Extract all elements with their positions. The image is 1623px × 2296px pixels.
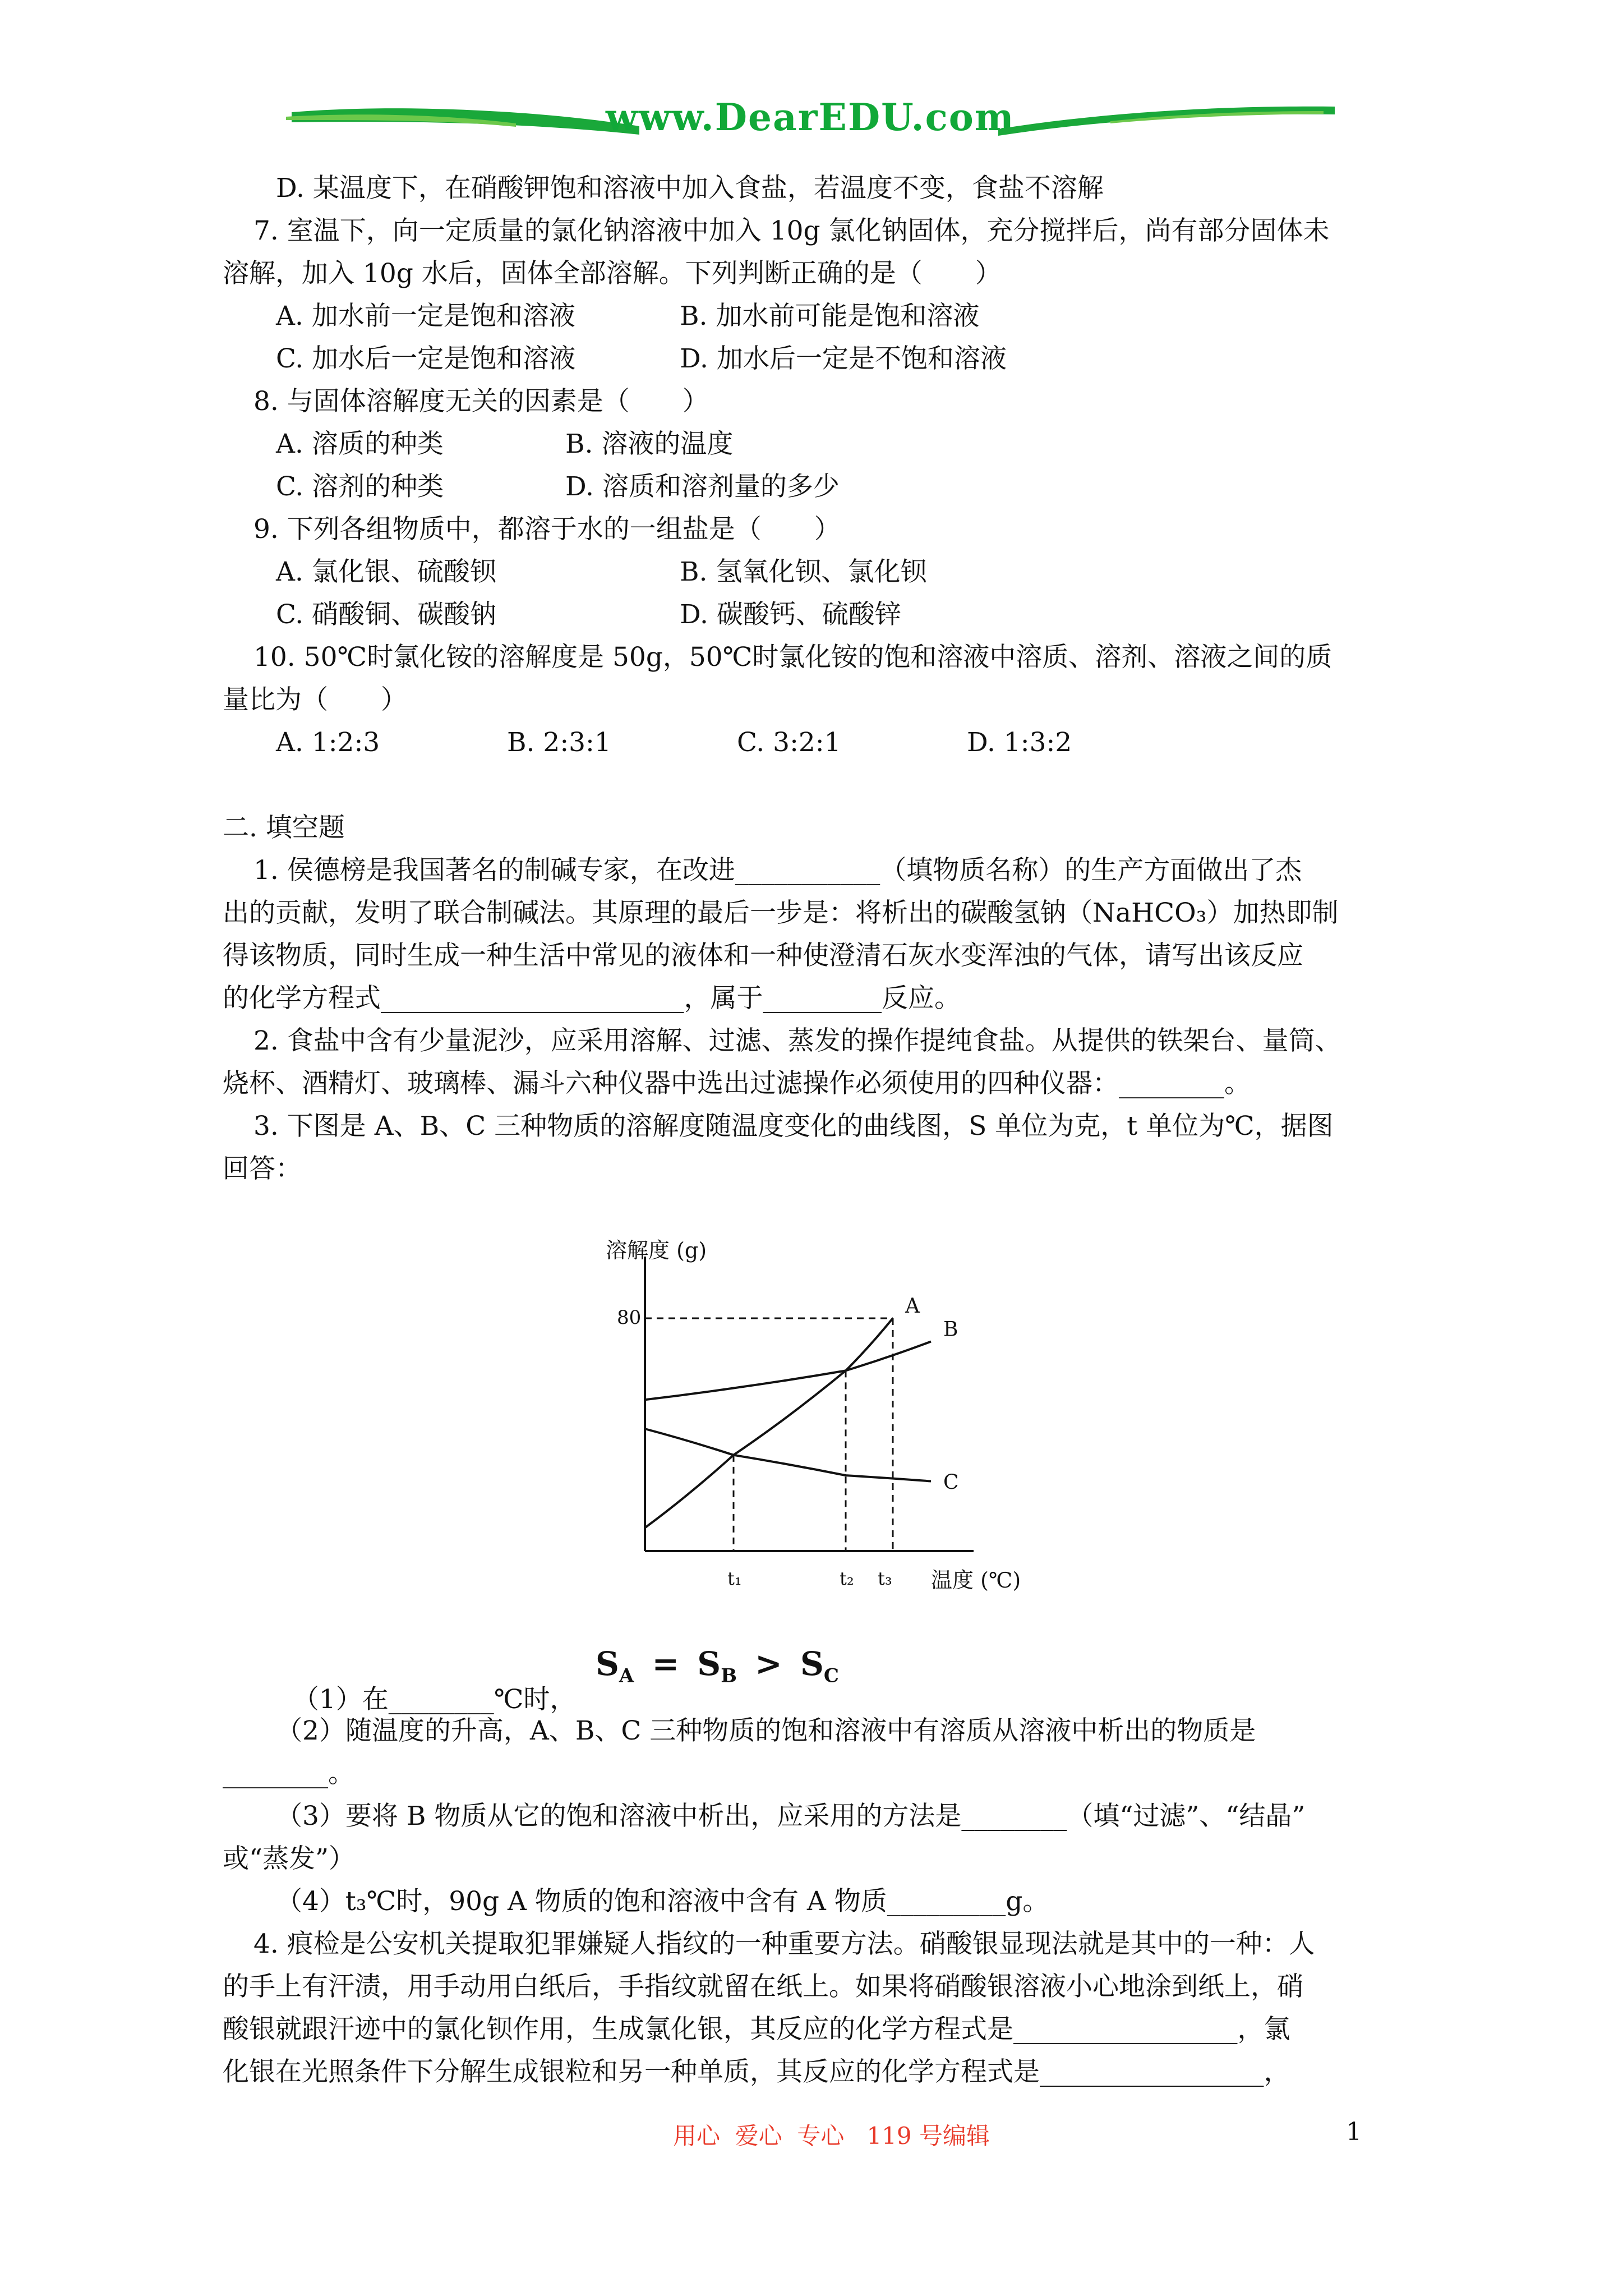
s3-line-1: （3）要将 B 物质从它的饱和溶液中析出，应采用的方法是________（填“过滤”、“结晶” (276, 1801, 1306, 1832)
chart-series-a (645, 1318, 893, 1528)
s3-line-2: 或“蒸发”） (223, 1843, 356, 1874)
chart-ylabel: 溶解度 (g) (606, 1238, 707, 1263)
section-2-heading: 二. 填空题 (223, 812, 345, 843)
q7-option-b: B. 加水前可能是饱和溶液 (680, 301, 980, 332)
q10-stem-2: 量比为（ ） (223, 684, 407, 715)
formula-s-a: $S_A$ (596, 1645, 634, 1687)
formula-s-b: $S_B$ (697, 1645, 737, 1687)
chart-xtick-t2: t₂ (840, 1568, 854, 1589)
formula-gt: > (755, 1645, 782, 1683)
s2-line-1: （2）随温度的升高，A、B、C 三种物质的饱和溶液中有溶质从溶液中析出的物质是 (276, 1715, 1256, 1746)
formula-s-c: $S_C$ (800, 1645, 839, 1687)
chart-series-c (645, 1429, 931, 1481)
q8-option-a: A. 溶质的种类 (276, 429, 444, 459)
page-number: 1 (1346, 2118, 1362, 2146)
f2-line-2: 烧杯、酒精灯、玻璃棒、漏斗六种仪器中选出过滤操作必须使用的四种仪器：________。 (223, 1068, 1251, 1099)
f1-line-4: 的化学方程式_______________________，属于_________反应。 (223, 983, 961, 1014)
chart-xlabel: 温度 (℃) (931, 1568, 1021, 1593)
f4-line-1: 4. 痕检是公安机关提取犯罪嫌疑人指纹的一种重要方法。硝酸银显现法就是其中的一种：人 (253, 1929, 1315, 1959)
q9-option-b: B. 氢氧化钡、氯化钡 (680, 556, 927, 587)
solubility-formula (596, 1645, 839, 1687)
q7-option-a: A. 加水前一定是饱和溶液 (276, 301, 575, 332)
q10-option-d: D. 1:3:2 (967, 727, 1072, 758)
site-logo-text: www.DearEDU.com (606, 95, 1015, 139)
chart-series-label-a: A (905, 1295, 920, 1318)
banner-swoosh-right (998, 95, 1346, 146)
chart-series-label-b: B (943, 1318, 958, 1341)
f1-line-1: 1. 侯德榜是我国著名的制碱专家，在改进___________（填物质名称）的生产方面做出了杰 (253, 855, 1302, 886)
f1-line-2: 出的贡献，发明了联合制碱法。其原理的最后一步是：将析出的碳酸氢钠（NaHCO₃）加热即制 (223, 898, 1339, 928)
footer-text: 用心 爱心 专心 119 号编辑 (673, 2122, 990, 2150)
chart-series-b (645, 1342, 931, 1400)
chart-series-label-c: C (943, 1471, 959, 1494)
chart-ytick-80: 80 (617, 1306, 642, 1329)
banner-swoosh-left (280, 95, 639, 146)
q9-stem: 9. 下列各组物质中，都溶于水的一组盐是（ ） (253, 514, 841, 545)
q9-option-a: A. 氯化银、硫酸钡 (276, 556, 496, 587)
q9-option-d: D. 碳酸钙、硫酸锌 (680, 599, 901, 630)
q7-option-c: C. 加水后一定是饱和溶液 (276, 343, 576, 374)
q7-option-d: D. 加水后一定是不饱和溶液 (680, 343, 1007, 374)
chart-xtick-t3: t₃ (878, 1568, 892, 1589)
f3-line-1: 3. 下图是 A、B、C 三种物质的溶解度随温度变化的曲线图，S 单位为克，t 单位为℃，据图 (253, 1111, 1334, 1142)
q7-stem-2: 溶解，加入 10g 水后，固体全部溶解。下列判断正确的是（ ） (223, 258, 1002, 289)
f1-line-3: 得该物质，同时生成一种生活中常见的液体和一种使澄清石灰水变浑浊的气体，请写出该反应 (223, 940, 1303, 971)
q8-option-d: D. 溶质和溶剂量的多少 (565, 471, 840, 502)
q8-option-c: C. 溶剂的种类 (276, 471, 444, 502)
q8-option-b: B. 溶液的温度 (565, 429, 734, 459)
s1-line (276, 1649, 576, 1717)
s2-line-2: ________。 (223, 1758, 354, 1789)
q9-option-c: C. 硝酸铜、碳酸钠 (276, 599, 497, 630)
formula-eq: = (652, 1645, 680, 1683)
q10-option-c: C. 3:2:1 (737, 727, 841, 758)
f4-line-4: 化银在光照条件下分解生成银粒和另一种单质，其反应的化学方程式是_________________， (223, 2056, 1290, 2087)
q7-stem-1: 7. 室温下，向一定质量的氯化钠溶液中加入 10g 氯化钠固体，充分搅拌后，尚有部分固体未 (253, 215, 1330, 246)
s4-line: （4）t₃℃时，90g A 物质的饱和溶液中含有 A 物质_________g。 (276, 1886, 1049, 1917)
f3-line-2: 回答： (223, 1153, 302, 1184)
q8-stem: 8. 与固体溶解度无关的因素是（ ） (253, 386, 709, 417)
q6-option-d: D. 某温度下，在硝酸钾饱和溶液中加入食盐，若温度不变，食盐不溶解 (276, 173, 1104, 204)
f4-line-2: 的手上有汗渍，用手动用白纸后，手指纹就留在纸上。如果将硝酸银溶液小心地涂到纸上，硝 (223, 1971, 1303, 2002)
f4-line-3: 酸银就跟汗迹中的氯化钡作用，生成氯化银，其反应的化学方程式是_________________，氯 (223, 2014, 1290, 2045)
header-banner (280, 90, 1346, 157)
chart-xtick-t1: t₁ (727, 1568, 742, 1589)
q10-option-a: A. 1:2:3 (276, 727, 380, 758)
s1-text: （1）在________℃时， (292, 1684, 577, 1715)
solubility-chart (594, 1223, 1054, 1616)
q10-option-b: B. 2:3:1 (507, 727, 611, 758)
q10-stem-1: 10. 50℃时氯化铵的溶解度是 50g，50℃时氯化铵的饱和溶液中溶质、溶剂、溶液之间的质 (253, 642, 1332, 673)
f2-line-1: 2. 食盐中含有少量泥沙，应采用溶解、过滤、蒸发的操作提纯食盐。从提供的铁架台、量筒、 (253, 1025, 1341, 1056)
